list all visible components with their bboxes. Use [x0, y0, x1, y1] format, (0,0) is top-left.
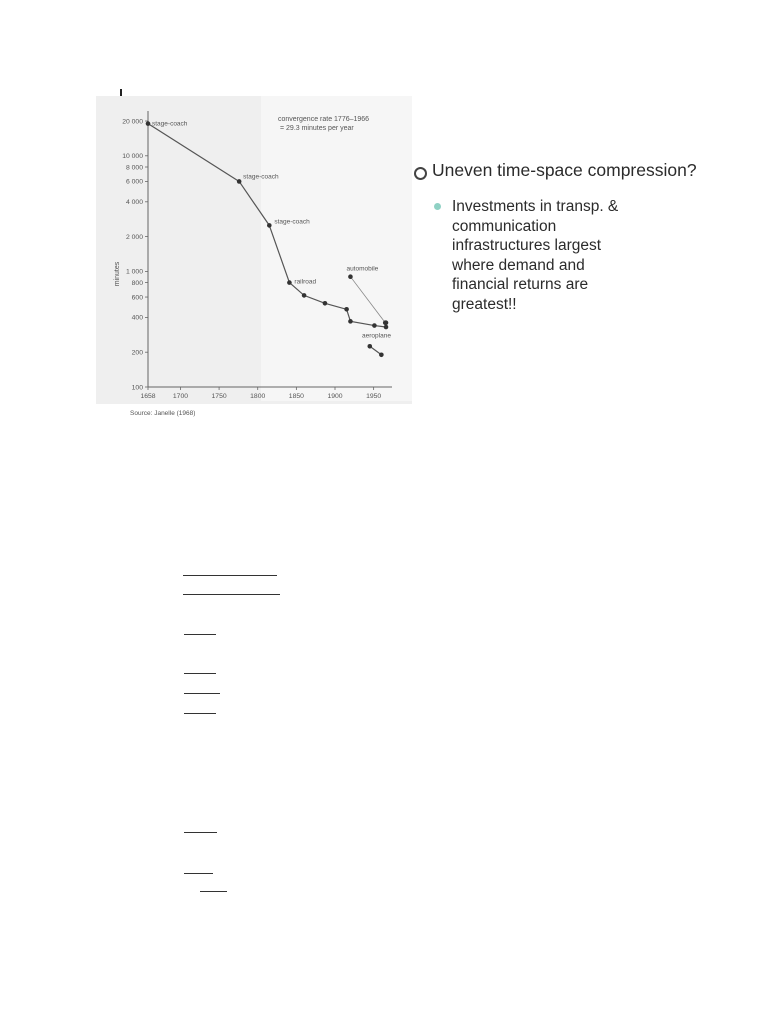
y-tick-label: 10 000: [122, 153, 143, 161]
automobile-point: [348, 274, 353, 279]
x-tick-label: 1750: [211, 393, 227, 400]
series-label-stagecoach: stage-coach: [243, 173, 279, 181]
series-label-railroad: railroad: [294, 278, 317, 286]
y-tick-label: 6 000: [125, 178, 143, 186]
x-tick-label: 1850: [288, 393, 304, 400]
series-label-stagecoach: stage-coach: [152, 120, 188, 128]
x-tick-label: 1950: [366, 393, 382, 400]
aeroplane-point: [379, 352, 384, 357]
ring-bullet-icon: [414, 167, 427, 180]
main-point: [267, 223, 272, 228]
bullet-text: Investments in transp. & communication infrastructures largest where demand and financial returns are greatest!!: [452, 198, 619, 313]
main-point: [287, 280, 292, 285]
blank-rule: [184, 832, 217, 833]
x-tick-label: 1658: [140, 393, 156, 400]
main-point: [384, 325, 389, 330]
y-tick-label: 200: [131, 349, 143, 357]
source-label: Source: Janelle (1968): [130, 410, 196, 417]
y-tick-label: 2 000: [125, 233, 143, 241]
time-distance-chart: [96, 96, 412, 426]
annotation-line-1: convergence rate 1776–1966: [278, 116, 370, 123]
main-point: [302, 293, 307, 298]
blank-rule: [184, 713, 216, 714]
series-label-stagecoach: stage-coach: [274, 218, 310, 226]
stray-mark: [120, 89, 122, 96]
blank-rule: [183, 575, 277, 576]
main-point: [348, 319, 353, 324]
x-tick-label: 1700: [172, 393, 189, 400]
y-tick-label: 600: [131, 294, 143, 302]
blank-rule: [184, 634, 216, 635]
bullet-level-1: [414, 160, 744, 181]
main-point: [323, 301, 328, 306]
y-tick-label: 20 000: [122, 118, 143, 126]
main-point: [372, 323, 377, 328]
main-point: [237, 179, 242, 184]
y-tick-label: 8 000: [125, 164, 143, 172]
x-tick-label: 1800: [250, 393, 266, 400]
main-point: [344, 307, 349, 312]
blank-rule: [183, 594, 280, 595]
bullet-list: [414, 160, 744, 315]
series-label-aeroplane: aeroplane: [362, 332, 391, 340]
chart-light-band: [261, 96, 412, 401]
blank-rule: [200, 891, 227, 892]
x-tick-label: 1900: [327, 393, 343, 400]
blank-rule: [184, 673, 216, 674]
automobile-point: [383, 320, 388, 325]
main-point: [146, 121, 151, 126]
blank-rule: [184, 873, 213, 874]
bullet-level-2: [434, 197, 744, 315]
y-tick-label: 100: [131, 384, 143, 392]
annotation-line-2: = 29.3 minutes per year: [280, 125, 354, 132]
y-tick-label: 400: [131, 314, 143, 322]
y-axis-label: minutes: [114, 261, 121, 287]
bullet-heading: Uneven time-space compression?: [432, 160, 697, 180]
blank-rule: [184, 693, 220, 694]
dot-bullet-icon: [434, 203, 441, 210]
y-tick-label: 800: [131, 279, 143, 287]
y-tick-label: 1 000: [125, 268, 143, 276]
series-label-automobile: automobile: [346, 265, 379, 273]
y-tick-label: 4 000: [125, 199, 143, 207]
aeroplane-point: [367, 344, 372, 349]
